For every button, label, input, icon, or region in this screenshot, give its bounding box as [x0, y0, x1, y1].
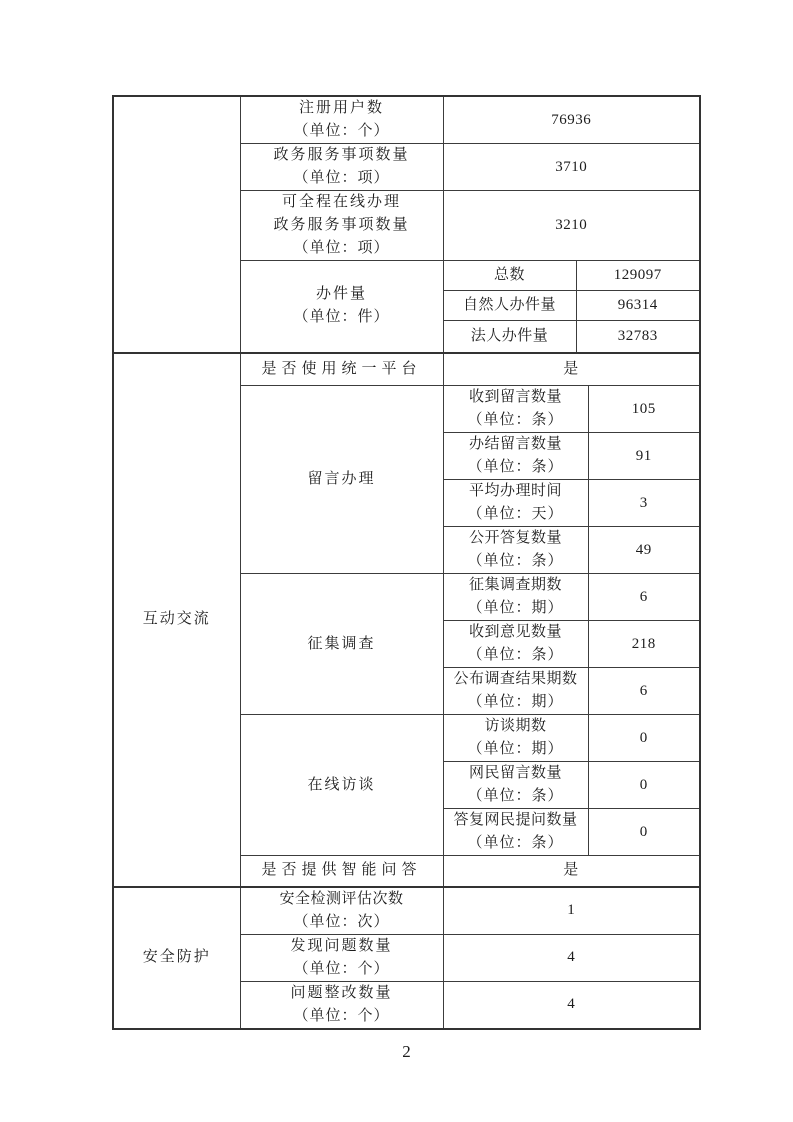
problems-found-value: 4 [443, 934, 700, 981]
service-items-value: 3710 [443, 144, 700, 191]
problems-rectified-label-cell [240, 981, 443, 1029]
survey-group-cell: 征集调查 [240, 574, 443, 715]
survey-periods-value: 6 [588, 574, 700, 621]
opinions-received-unit: （单位：条） [467, 647, 564, 663]
unified-platform-label: 是否使用统一平台 [240, 353, 443, 386]
problems-rectified-value: 4 [443, 981, 700, 1029]
service-items-label-cell [240, 144, 443, 191]
problems-rectified-unit: （单位：个） [293, 1007, 390, 1024]
security-assessment-value: 1 [443, 887, 700, 935]
row-unified-platform [113, 353, 700, 386]
full-online-items-label-line2: 政务服务事项数量 [273, 217, 410, 233]
messages-received-value: 105 [588, 386, 700, 433]
case-volume-group-cell [240, 261, 443, 353]
interview-group-cell: 在线访谈 [240, 715, 443, 856]
netizen-messages-label-cell [443, 762, 588, 809]
netizen-messages-unit: （单位：条） [467, 788, 564, 804]
full-online-items-label-line1: 可全程在线办理 [281, 194, 401, 210]
opinions-received-value: 218 [588, 621, 700, 668]
survey-results-unit: （单位：期） [467, 694, 564, 710]
case-volume-natural-label: 自然人办件量 [443, 291, 576, 321]
question-replies-value: 0 [588, 809, 700, 856]
case-volume-total-value: 129097 [576, 261, 700, 291]
row-security-assessment [113, 887, 700, 935]
annual-report-table [112, 95, 701, 1030]
category-cell-service [113, 96, 240, 353]
case-volume-total-label: 总数 [443, 261, 576, 291]
opinions-received-label: 收到意见数量 [468, 624, 562, 640]
security-assessment-label: 安全检测评估次数 [279, 890, 404, 907]
case-volume-legal-value: 32783 [576, 321, 700, 353]
messages-completed-unit: （单位：条） [467, 459, 564, 475]
avg-handling-time-label-cell [443, 480, 588, 527]
message-handling-group-cell: 留言办理 [240, 386, 443, 574]
interview-periods-value: 0 [588, 715, 700, 762]
survey-results-value: 6 [588, 668, 700, 715]
interview-periods-label: 访谈期数 [484, 718, 547, 734]
interview-periods-label-cell [443, 715, 588, 762]
registered-users-label: 注册用户数 [298, 100, 384, 116]
unified-platform-value: 是 [443, 353, 700, 386]
smart-qa-value: 是 [443, 856, 700, 887]
problems-found-label: 发现问题数量 [290, 937, 393, 954]
messages-received-label-cell [443, 386, 588, 433]
service-items-unit: （单位：项） [293, 170, 390, 186]
security-assessment-label-cell [240, 887, 443, 935]
netizen-messages-value: 0 [588, 762, 700, 809]
survey-results-label: 公布调查结果期数 [453, 671, 578, 687]
messages-completed-value: 91 [588, 433, 700, 480]
problems-rectified-label: 问题整改数量 [290, 984, 393, 1001]
public-replies-value: 49 [588, 527, 700, 574]
survey-periods-unit: （单位：期） [467, 600, 564, 616]
messages-completed-label-cell [443, 433, 588, 480]
messages-received-unit: （单位：条） [467, 412, 564, 428]
netizen-messages-label: 网民留言数量 [468, 765, 562, 781]
public-replies-label-cell [443, 527, 588, 574]
security-assessment-unit: （单位：次） [293, 913, 390, 930]
question-replies-label-cell [443, 809, 588, 856]
full-online-items-value: 3210 [443, 191, 700, 261]
case-volume-natural-value: 96314 [576, 291, 700, 321]
public-replies-label: 公开答复数量 [468, 530, 562, 546]
full-online-items-label-cell [240, 191, 443, 261]
registered-users-unit: （单位：个） [293, 123, 390, 139]
survey-periods-label: 征集调查期数 [468, 577, 562, 593]
avg-handling-time-unit: （单位：天） [467, 506, 564, 522]
problems-found-label-cell [240, 934, 443, 981]
interview-periods-unit: （单位：期） [467, 741, 564, 757]
category-cell-interaction: 互动交流 [113, 353, 240, 887]
question-replies-unit: （单位：条） [467, 835, 564, 851]
question-replies-label: 答复网民提问数量 [453, 812, 578, 828]
messages-completed-label: 办结留言数量 [468, 436, 562, 452]
smart-qa-label: 是否提供智能问答 [240, 856, 443, 887]
avg-handling-time-value: 3 [588, 480, 700, 527]
row-registered-users [113, 96, 700, 144]
survey-results-label-cell [443, 668, 588, 715]
full-online-items-unit: （单位：项） [293, 240, 390, 256]
case-volume-label: 办件量 [315, 286, 367, 303]
avg-handling-time-label: 平均办理时间 [468, 483, 562, 499]
public-replies-unit: （单位：条） [467, 553, 564, 569]
service-items-label: 政务服务事项数量 [273, 147, 410, 163]
opinions-received-label-cell [443, 621, 588, 668]
problems-found-unit: （单位：个） [293, 960, 390, 977]
messages-received-label: 收到留言数量 [468, 389, 562, 405]
registered-users-label-cell [240, 96, 443, 144]
case-volume-legal-label: 法人办件量 [443, 321, 576, 353]
page-number: 2 [402, 1042, 411, 1061]
survey-periods-label-cell [443, 574, 588, 621]
registered-users-value: 76936 [443, 96, 700, 144]
case-volume-unit: （单位：件） [293, 309, 390, 326]
category-cell-security: 安全防护 [113, 887, 240, 1029]
